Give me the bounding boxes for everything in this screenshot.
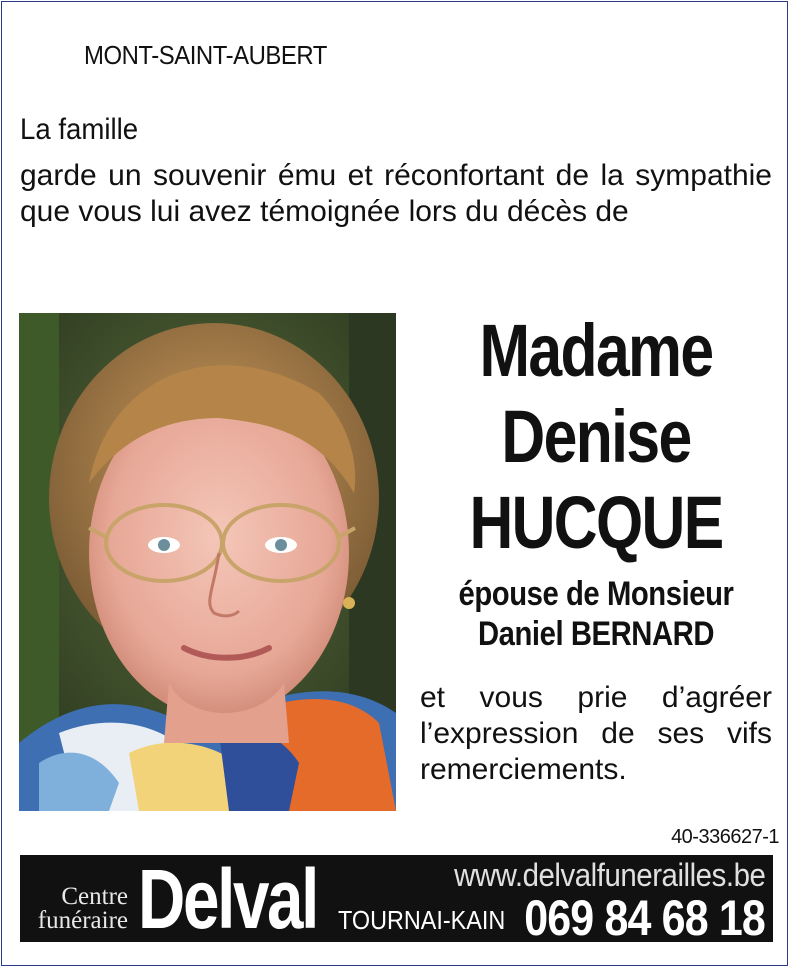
brand-logo-text: Delval bbox=[138, 855, 318, 942]
closing-paragraph: et vous prie d’agréer l’expression de ses vifs remerciements. bbox=[420, 681, 772, 786]
intro-family-line: La famille bbox=[20, 113, 139, 146]
spouse-info bbox=[420, 574, 772, 654]
centre-line-1: Centre bbox=[61, 883, 128, 910]
centre-line-2: funéraire bbox=[37, 907, 128, 934]
phone-number[interactable]: 069 84 68 18 bbox=[524, 890, 765, 942]
city-label: TOURNAI-KAIN bbox=[338, 905, 506, 935]
spouse-line-2: Daniel BERNARD bbox=[477, 615, 715, 653]
website-link[interactable]: www.delvalfunerailles.be bbox=[453, 857, 765, 893]
name-last: HUCQUE bbox=[469, 481, 723, 564]
name-first: Denise bbox=[501, 395, 691, 478]
locality-heading: MONT-SAINT-AUBERT bbox=[84, 40, 327, 70]
portrait-photo bbox=[19, 313, 396, 811]
intro-paragraph: garde un souvenir ému et réconfortant de la sympathie que vous lui avez témoignée lors du décès de bbox=[20, 159, 772, 228]
centre-funeraire-label bbox=[24, 885, 128, 933]
reference-number: 40-336627-1 bbox=[671, 826, 779, 848]
spouse-line-1: épouse de Monsieur bbox=[458, 575, 734, 613]
name-title: Madame bbox=[479, 309, 713, 392]
funeral-home-banner bbox=[20, 855, 773, 942]
deceased-name bbox=[420, 308, 772, 566]
